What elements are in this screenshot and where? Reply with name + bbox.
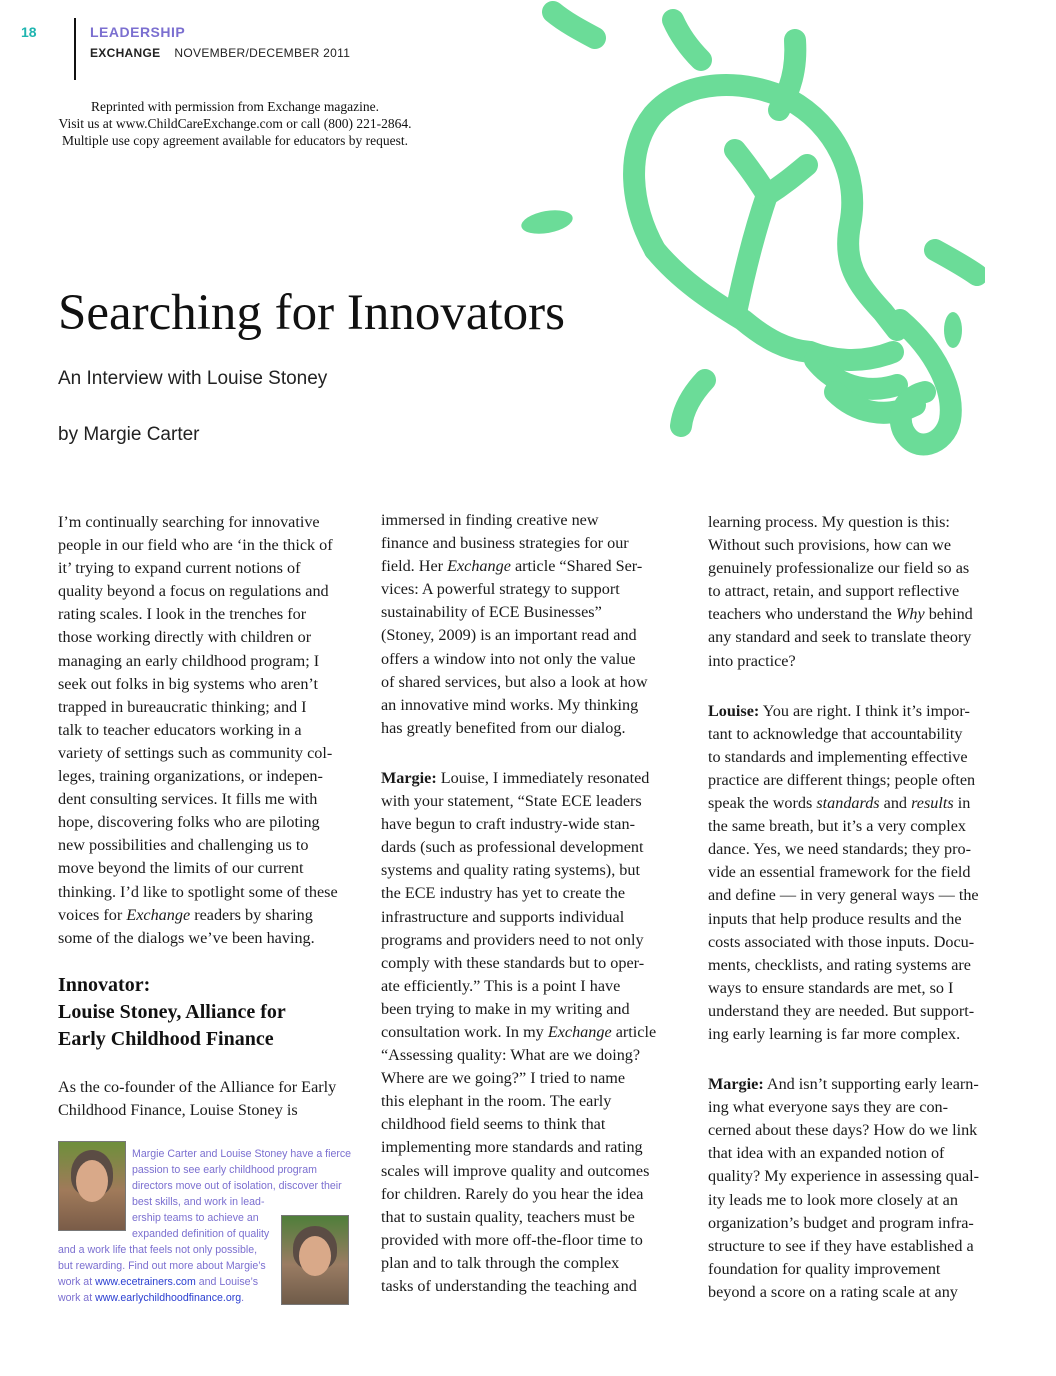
text-line: structure to see if they have established a: [708, 1236, 974, 1255]
reprint-line: Reprinted with permission from Exchange magazine.: [91, 99, 379, 114]
text-line: dards (such as professional development: [381, 838, 644, 857]
text-line: managing an early childhood program; I: [58, 651, 320, 670]
caption-line: expanded definition of quality: [132, 1228, 270, 1240]
heading-line: Louise Stoney, Alliance for: [58, 1001, 286, 1023]
text-line: learning process. My question is this:: [708, 513, 950, 531]
text-line: to attract, retain, and support reflective: [708, 582, 960, 601]
text-line: systems and quality rating systems), but: [381, 861, 640, 880]
text-line: Margie: Louise, I immediately resonated: [381, 768, 650, 787]
magazine-title-italic: Exchange: [447, 557, 511, 576]
text-line: thinking. I’d like to spotlight some of these: [58, 882, 338, 901]
text-line: Childhood Finance, Louise Stoney is: [58, 1101, 298, 1120]
caption-line: work at www.ecetrainers.com and Louise’s: [58, 1276, 259, 1288]
text-line: beyond a score on a rating scale at any: [708, 1282, 958, 1301]
ecetrainers-link[interactable]: www.ecetrainers.com: [95, 1276, 196, 1288]
text-line: move beyond the limits of our current: [58, 859, 304, 878]
text-line: vide an essential framework for the field: [708, 863, 971, 882]
paragraph-gap: [708, 673, 1018, 700]
text-line: to standards and implementing effective: [708, 747, 968, 766]
article-byline: by Margie Carter: [58, 424, 200, 445]
text-line: have begun to craft industry-wide stan-: [381, 815, 635, 834]
text-line: practice are different things; people often: [708, 770, 976, 789]
text-line: Without such provisions, how can we: [708, 536, 952, 555]
text-line: for children. Rarely do you hear the idea: [381, 1184, 644, 1203]
text-line: inputs that help produce results and the: [708, 909, 962, 928]
text-line: hope, discovering folks who are piloting: [58, 813, 320, 832]
heading-line: Innovator:: [58, 974, 151, 996]
earlychildhoodfinance-link[interactable]: www.earlychildhoodfinance.org: [95, 1292, 242, 1304]
text-line: new possibilities and challenging us to: [58, 836, 309, 855]
text-line: ate efficiently.” This is a point I have: [381, 976, 621, 995]
text-line: understand they are needed. But support-: [708, 1001, 975, 1020]
text-line: ing early learning is far more complex.: [708, 1024, 961, 1043]
caption-line: passion to see early childhood program: [132, 1164, 317, 1176]
magazine-title-italic: Exchange: [547, 1022, 612, 1041]
text-line: costs associated with those inputs. Docu-: [708, 932, 975, 951]
text-line: leges, training organizations, or indepen-: [58, 767, 323, 786]
speaker-label: Margie:: [381, 768, 437, 787]
text-line: cerned about these days? How do we link: [708, 1121, 978, 1140]
article-subtitle: An Interview with Louise Stoney: [58, 368, 328, 389]
text-line: programs and providers need to not only: [381, 930, 644, 949]
caption-line: work at www.earlychildhoodfinance.org.: [58, 1292, 245, 1304]
text-line: dance. Yes, we need standards; they pro-: [708, 840, 971, 859]
paragraph-gap: [381, 740, 686, 767]
text-line: ments, checklists, and rating systems are: [708, 955, 971, 974]
text-line: with your statement, “State ECE leaders: [381, 792, 642, 811]
lightbulb-illustration: [505, 0, 985, 500]
text-line: of shared services, but also a look at how: [381, 672, 648, 691]
text-line: quality? My experience in assessing qual-: [708, 1167, 980, 1186]
column-1-continued: [58, 1076, 370, 1122]
magazine-issue-line: [90, 46, 350, 60]
caption-line: best skills, and work in lead-: [132, 1196, 265, 1208]
text-line: an innovative mind works. My thinking: [381, 695, 639, 714]
text-line: ing what everyone says they are con-: [708, 1098, 949, 1117]
text-line: into practice?: [708, 651, 796, 670]
emphasis-italic: Why: [895, 605, 925, 624]
text-line: some of the dialogs we’ve been having.: [58, 928, 315, 947]
text-line: dent consulting services. It fills me with: [58, 790, 318, 809]
text-line: the same breath, but it’s a very complex: [708, 817, 967, 836]
speaker-label: Margie:: [708, 1075, 764, 1094]
text-line: any standard and seek to translate theory: [708, 628, 972, 647]
text-line: (Stoney, 2009) is an important read and: [381, 626, 637, 645]
column-1: [58, 511, 370, 950]
text-line: consultation work. In my Exchange article: [381, 1022, 657, 1041]
emphasis-italic: standards: [816, 794, 880, 813]
magazine-name-top: LEADERSHIP: [90, 24, 186, 40]
text-line: provided with more off-the-floor time to: [381, 1230, 643, 1249]
text-line: organization’s budget and program infra-: [708, 1213, 974, 1232]
emphasis-italic: results: [911, 794, 954, 813]
text-line: offers a window into not only the value: [381, 649, 636, 668]
text-line: rating scales. I look in the trenches for: [58, 605, 307, 624]
text-line: field. Her Exchange article “Shared Ser-: [381, 557, 643, 576]
caption-line: ership teams to achieve an: [132, 1212, 259, 1224]
text-line: been trying to make in my writing and: [381, 999, 630, 1018]
speaker-label: Louise:: [708, 701, 760, 720]
interviewee-photo-louise: [281, 1215, 349, 1305]
magazine-name-bottom: EXCHANGE: [90, 46, 161, 60]
text-line: immersed in finding creative new: [381, 511, 599, 529]
reprint-line: Visit us at www.ChildCareExchange.com or call (800) 221-2864.: [58, 116, 412, 131]
caption-line: Margie Carter and Louise Stoney have a fierce: [132, 1148, 352, 1160]
text-line: voices for Exchange readers by sharing: [58, 905, 313, 924]
text-line: tasks of understanding the teaching and: [381, 1277, 637, 1295]
text-line: ways to ensure standards are met, so I: [708, 978, 954, 997]
text-line: this elephant in the room. The early: [381, 1092, 612, 1111]
article-title: Searching for Innovators: [58, 285, 566, 341]
innovator-heading: [58, 972, 286, 1053]
caption-line: and a work life that feels not only possible,: [58, 1244, 258, 1256]
text-line: Where are we going?” I tried to name: [381, 1069, 626, 1088]
text-line: speak the words standards and results in: [708, 794, 971, 813]
text-line: has greatly benefited from our dialog.: [381, 718, 626, 737]
text-line: people in our field who are ‘in the thick of: [58, 536, 333, 555]
text-line: quality beyond a focus on regulations and: [58, 582, 329, 601]
text-line: “Assessing quality: What are we doing?: [381, 1046, 641, 1065]
issue-date: NOVEMBER/DECEMBER 2011: [174, 46, 351, 60]
text-line: and define — in very general ways — the: [708, 886, 979, 905]
reprint-notice: [20, 98, 450, 149]
text-line: seek out folks in big systems who aren’t: [58, 674, 319, 693]
text-line: tant to acknowledge that accountability: [708, 724, 963, 743]
reprint-line: Multiple use copy agreement available for educators by request.: [62, 133, 408, 148]
text-line: those working directly with children or: [58, 628, 312, 647]
text-line: it’ trying to expand current notions of: [58, 559, 301, 578]
text-line: teachers who understand the Why behind: [708, 605, 973, 624]
heading-line: Early Childhood Finance: [58, 1028, 274, 1050]
text-line: vices: A powerful strategy to support: [381, 580, 620, 599]
text-line: childhood field seems to think that: [381, 1115, 606, 1134]
text-line: the ECE industry has yet to create the: [381, 884, 626, 903]
caption-line: directors move out of isolation, discover their: [132, 1180, 342, 1192]
column-3: [708, 511, 1018, 1304]
text-line: Louise: You are right. I think it’s impor-: [708, 701, 970, 720]
text-line: genuinely professionalize our field so as: [708, 559, 970, 578]
text-line: that idea with an expanded notion of: [708, 1144, 945, 1163]
text-line: ity leads me to look more closely at an: [708, 1190, 958, 1209]
text-line: foundation for quality improvement: [708, 1259, 941, 1278]
text-line: As the co-founder of the Alliance for Early: [58, 1078, 337, 1096]
magazine-title-italic: Exchange: [126, 905, 191, 924]
text-line: comply with these standards but to oper-: [381, 953, 645, 972]
caption-line: but rewarding. Find out more about Margie’s: [58, 1260, 266, 1272]
text-line: I’m continually searching for innovative: [58, 513, 320, 531]
text-line: sustainability of ECE Businesses”: [381, 603, 602, 622]
header-divider: [74, 18, 76, 80]
text-line: Margie: And isn’t supporting early learn-: [708, 1075, 979, 1094]
page-number: 18: [21, 24, 37, 40]
text-line: finance and business strategies for our: [381, 534, 629, 553]
paragraph-gap: [708, 1046, 1018, 1073]
text-line: plan and to talk through the complex: [381, 1253, 620, 1272]
text-line: infrastructure and supports individual: [381, 907, 625, 926]
text-line: talk to teacher educators working in a: [58, 720, 302, 739]
text-line: trapped in bureaucratic thinking; and I: [58, 697, 307, 716]
text-line: implementing more standards and rating: [381, 1138, 643, 1157]
text-line: that to sustain quality, teachers must be: [381, 1207, 635, 1226]
column-2: [381, 509, 686, 1298]
text-line: variety of settings such as community col-: [58, 743, 333, 762]
author-photo-margie: [58, 1141, 126, 1231]
text-line: scales will improve quality and outcomes: [381, 1161, 650, 1180]
